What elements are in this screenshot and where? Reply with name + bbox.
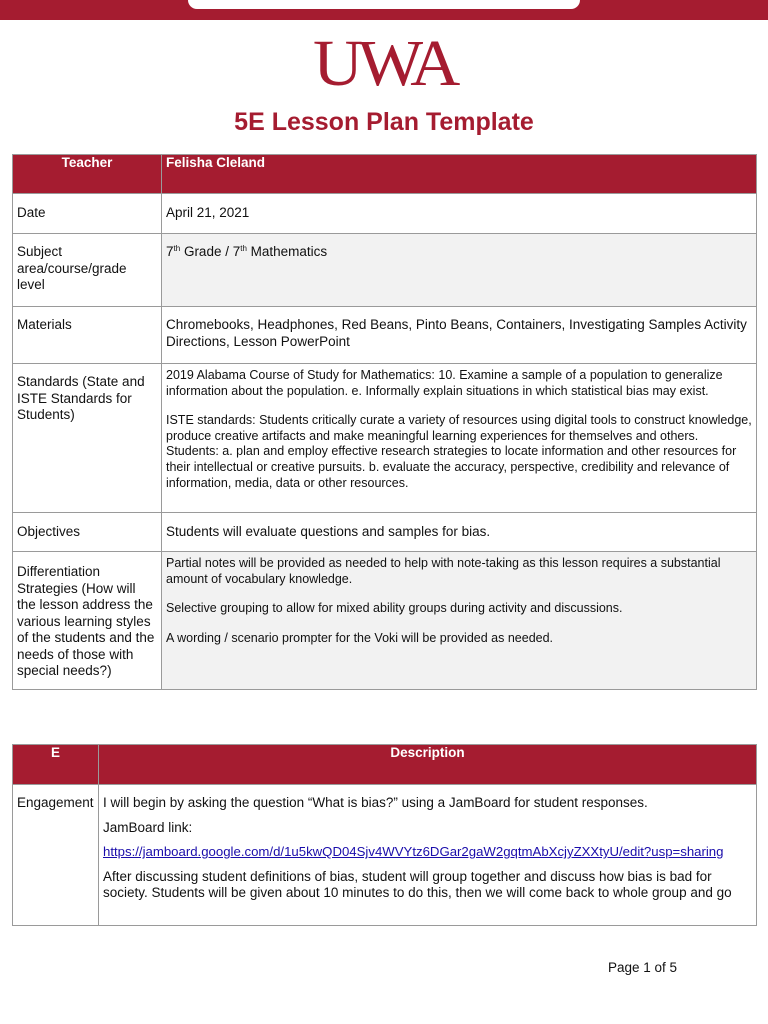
standards-alabama: 2019 Alabama Course of Study for Mathematics: 10. Examine a sample of a population to generalize information about the population. e. Informally explain situations in which statistical bias may exist. <box>166 368 723 398</box>
top-brand-bar <box>0 0 768 20</box>
description-column-header: Description <box>99 745 757 785</box>
engagement-content <box>103 795 752 913</box>
engagement-row <box>13 785 757 926</box>
top-bar-notch <box>188 0 580 9</box>
date-row <box>13 194 757 234</box>
differentiation-prompter: A wording / scenario prompter for the Voki will be provided as needed. <box>166 630 554 645</box>
grade-suffix: th <box>173 244 181 253</box>
differentiation-grouping: Selective grouping to allow for mixed ability groups during activity and discussions. <box>166 601 623 616</box>
grade-number: 7 <box>166 244 174 259</box>
lesson-info-table <box>12 154 757 690</box>
objectives-row <box>13 513 757 552</box>
subject-end: Mathematics <box>246 244 328 259</box>
uwa-logo: UWA <box>312 27 456 100</box>
subject-mid: Grade / 7 <box>180 244 241 259</box>
jamboard-label: JamBoard link: <box>103 819 193 835</box>
document-title: 5E Lesson Plan Template <box>234 108 534 136</box>
subject-row <box>13 234 757 307</box>
differentiation-value <box>162 552 757 690</box>
objectives-label: Objectives <box>13 513 162 552</box>
engagement-question: I will begin by asking the question “What is bias?” using a JamBoard for student responses. <box>103 795 648 810</box>
materials-value: Chromebooks, Headphones, Red Beans, Pinto Beans, Containers, Investigating Samples Activity Directions, Lesson PowerPoint <box>162 307 757 364</box>
subject-suffix: th <box>240 244 247 253</box>
standards-iste: ISTE standards: Students critically curate a variety of resources using digital tools to construct knowledge, produce creative artifacts and make meaningful learning experiences for themselves and others. Students: a. plan and employ effective research strategies to locate information and other resources for their intellectual or creative pursuits. b. evaluate the accuracy, perspective, credibility and relevance of information, media, data or other resources. <box>166 413 752 490</box>
standards-row <box>13 364 757 513</box>
e-column-header: E <box>13 745 99 785</box>
engagement-description <box>99 785 757 926</box>
materials-label: Materials <box>13 307 162 364</box>
objectives-value: Students will evaluate questions and samples for bias. <box>162 513 757 552</box>
jamboard-link[interactable]: https://jamboard.google.com/d/1u5kwQD04Sjv4WVYtz6DGar2gaW2gqtmAbXcjyZXXtyU/edit?usp=sharing <box>103 844 724 859</box>
teacher-label: Teacher <box>13 155 162 194</box>
differentiation-notes: Partial notes will be provided as needed to help with note-taking as this lesson requires a substantial amount of vocabulary knowledge. <box>166 556 721 586</box>
differentiation-row <box>13 552 757 690</box>
date-label: Date <box>13 194 162 234</box>
teacher-name: Felisha Cleland <box>162 155 757 194</box>
differentiation-label: Differentiation Strategies (How will the lesson address the various learning styles of the students and the needs of those with special needs?) <box>13 552 162 690</box>
standards-label: Standards (State and ISTE Standards for Students) <box>13 364 162 513</box>
subject-value <box>162 234 757 307</box>
engagement-label: Engagement <box>13 785 99 926</box>
materials-row <box>13 307 757 364</box>
date-value: April 21, 2021 <box>162 194 757 234</box>
engagement-discussion: After discussing student definitions of bias, student will group together and discuss how bias is bad for society. Students will be given about 10 minutes to do this, then we will come back to whole group and go <box>103 868 732 900</box>
five-e-table <box>12 744 757 926</box>
standards-value <box>162 364 757 513</box>
page-number: Page 1 of 5 <box>608 960 678 975</box>
subject-label: Subject area/course/grade level <box>13 234 162 307</box>
teacher-row <box>13 155 757 194</box>
five-e-header-row <box>13 745 757 785</box>
